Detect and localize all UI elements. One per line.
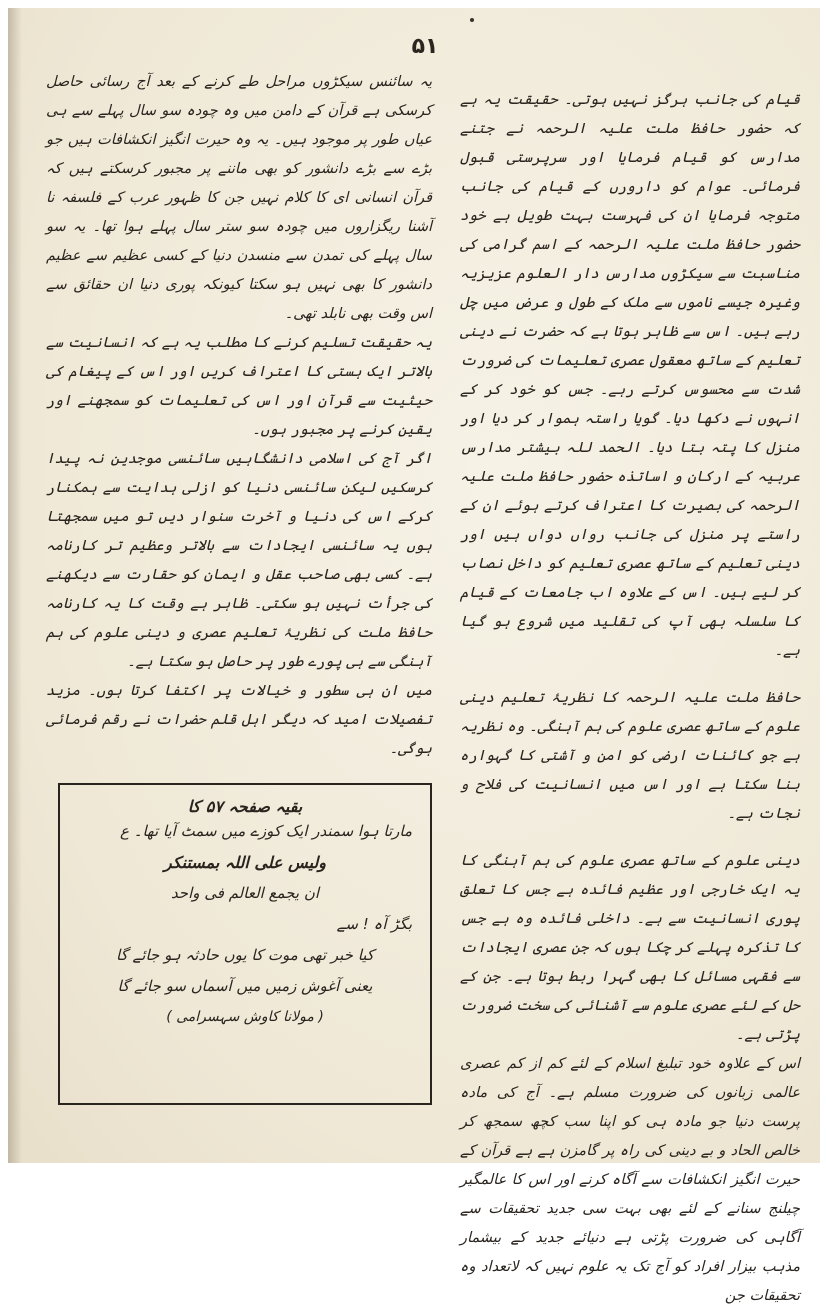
- box-arabic-verse-2: ان یجمع العالم فی واحد: [170, 884, 320, 902]
- box-arabic-verse-1: ولیس علی اللہ بمستنکر: [163, 853, 326, 872]
- box-poet-name: ( مولانا کاوش سہسرامی ): [166, 1009, 324, 1025]
- continuation-box: [58, 783, 432, 1105]
- ink-speck: [470, 18, 474, 22]
- left-paragraph-4: میں ان ہی سطور و خیالات پر اکتفا کرتا ہوں۔ مزید تفصیلات امید کہ دیگر اہل قلم حضرات نے رقم فرمائی ہوگی۔: [46, 683, 432, 757]
- box-line-4: بگڑ آہ ! سے: [336, 915, 412, 933]
- page-number: ۵۱: [411, 34, 439, 59]
- page-edge-shadow: [8, 8, 22, 1163]
- document-page: [8, 8, 820, 1304]
- right-paragraph-3: دینی علوم کے ساتھ عصری علوم کی ہم آہنگی کا یہ ایک خارجی اور عظیم فائدہ ہے جس کا تعلق پوری انسانیت سے ہے۔ داخلی فائدہ وہ ہے جس کا تذکرہ پہلے کر چکا ہوں کہ جن عصری ایجادات سے فقہی مسائل کا بھی گہرا ربط ہوتا ہے۔ جن کے حل کے لئے عصری علوم سے آشنائی کی سخت ضرورت پڑتی ہے۔: [460, 853, 800, 1043]
- right-column: [460, 86, 800, 1311]
- box-couplet-1: کیا خبر تھی موت کا یوں حادثہ ہو جائے گا: [116, 946, 374, 964]
- left-column: [46, 68, 432, 764]
- box-title: بقیہ صفحہ ۵۷ کا: [187, 797, 303, 816]
- right-paragraph-1: قیام کی جانب ہرگز نہیں ہوتی۔ حقیقت یہ ہے کہ حضور حافظ ملت علیہ الرحمہ نے جتنے مدارس کو قیام فرمایا اور سرپرستی قبول فرمائی۔ عوام کو دارورں کے قیام کی جانب متوجہ فرمایا ان کی فہرست بہت طویل ہے خود حضور حافظ ملت علیہ الرحمہ کے اسم گرامی کی مناسبت سے سیکڑوں مدارس دار العلوم عزیزیہ وغیرہ جیسے ناموں سے ملک کے طول و عرض میں چل رہے ہیں۔ اس سے ظاہر ہوتا ہے کہ حضرت نے دینی تعلیم کے ساتھ معقول عصری تعلیمات کی ضرورت شدت سے محسوس کرتے رہے۔ جس کو خود کر کے انہوں نے دکھا دیا۔ گویا راستہ ہموار کر دیا اور منزل کا پتہ بتا دیا۔ الحمد للہ بیشتر مدارس عربیہ کے ارکان و اساتذہ حضور حافظ ملت علیہ الرحمہ کی بصیرت کا اعتراف کرتے ہوئے ان کے راستے پر منزل کی جانب رواں دواں ہیں اور دینی تعلیم کے ساتھ عصری تعلیم کو داخل نصاب کر لیے ہیں۔ اس کے علاوہ اب جامعات کے قیام کا سلسلہ بھی آپ کی تقلید میں شروع ہو گیا ہے۔: [460, 92, 800, 659]
- box-couplet-2: یعنی آغوش زمیں میں آسماں سو جائے گا: [117, 977, 373, 995]
- right-paragraph-4: اس کے علاوہ خود تبلیغ اسلام کے لئے کم از کم عصری عالمی زبانوں کی ضرورت مسلم ہے۔ آج کی مادہ پرست دنیا جو مادہ ہی کو اپنا سب کچھ سمجھ کر خالص الحاد و بے دینی کی راہ پر گامزن ہے ہے قرآن کے حیرت انگیز انکشافات سے آگاہ کرنے اور اس کا عالمگیر چیلنج سنانے کے لئے بھی بہت سی جدید تحقیقات سے آگاہی کی ضرورت پڑتی ہے دنیائے جدید کے بیشمار مذہب بیزار افراد کو آج تک یہ علوم نہیں کہ لاتعداد وہ تحقیقات جن: [460, 1056, 800, 1304]
- left-paragraph-2: یہ حقیقت تسلیم کرنے کا مطلب یہ ہے کہ انسانیت سے بالاتر ایک ہستی کا اعتراف کریں اور اس کے پیغام کی حیثیت سے قرآن اور اس کی تعلیمات کو سمجھنے اور یقین کرنے پر مجبور ہوں۔: [46, 335, 432, 438]
- right-paragraph-2: حافظ ملت علیہ الرحمہ کا نظریۂ تعلیم دینی علوم کے ساتھ عصری علوم کی ہم آہنگی۔ وہ نظریہ ہے جو کائنات ارضی کو امن و آشتی کا گہوارہ بنا سکتا ہے اور اس میں انسانیت کی فلاح و نجات ہے۔: [460, 690, 800, 822]
- left-paragraph-3: اگر آج کی اسلامی دانشگاہیں سائنسی موجدین نہ پیدا کرسکیں لیکن سائنسی دنیا کو ازلی ہدایت سے ہمکنار کرکے اس کی دنیا و آخرت سنوار دیں تو میں سمجھتا ہوں یہ سائنسی ایجادات سے بالاتر وعظیم تر کارنامہ ہے۔ کسی بھی صاحب عقل و ایمان کو حقارت سے دیکھنے کی جرأت نہیں ہو سکتی۔ ظاہر ہے وقت کا یہ کارنامہ حافظ ملت کی نظریۂ تعلیم عصری و دینی علوم کی ہم آہنگی سے ہی پورے طور پر حاصل ہو سکتا ہے۔: [46, 451, 432, 670]
- left-paragraph-1: یہ سائنس سیکڑوں مراحل طے کرنے کے بعد آج رسائی حاصل کرسکی ہے قرآن کے دامن میں وہ چودہ سو سال پہلے سے ہی عیاں طور پر موجود ہیں۔ یہ وہ حیرت انگیز انکشافات ہیں جو بڑے سے بڑے دانشور کو بھی ماننے پر مجبور کرسکتے ہیں کہ قرآن انسانی ای کا کلام نہیں جن کا ظہور عرب کے فلسفہ نا آشنا ریگزاروں میں چودہ سو ستر سال پہلے ہوا تھا۔ یہ سو سال پہلے کی تمدن سے منسدن دنیا کے کسی عظیم سے عظیم دانشور کا بھی نہیں ہو سکتا کیونکہ پوری دنیا ان حقائق سے اس وقت بھی نابلد تھی۔: [46, 74, 432, 322]
- box-line-1: مارتا ہوا سمندر ایک کوزے میں سمٹ آیا تھا۔ ع: [119, 822, 412, 840]
